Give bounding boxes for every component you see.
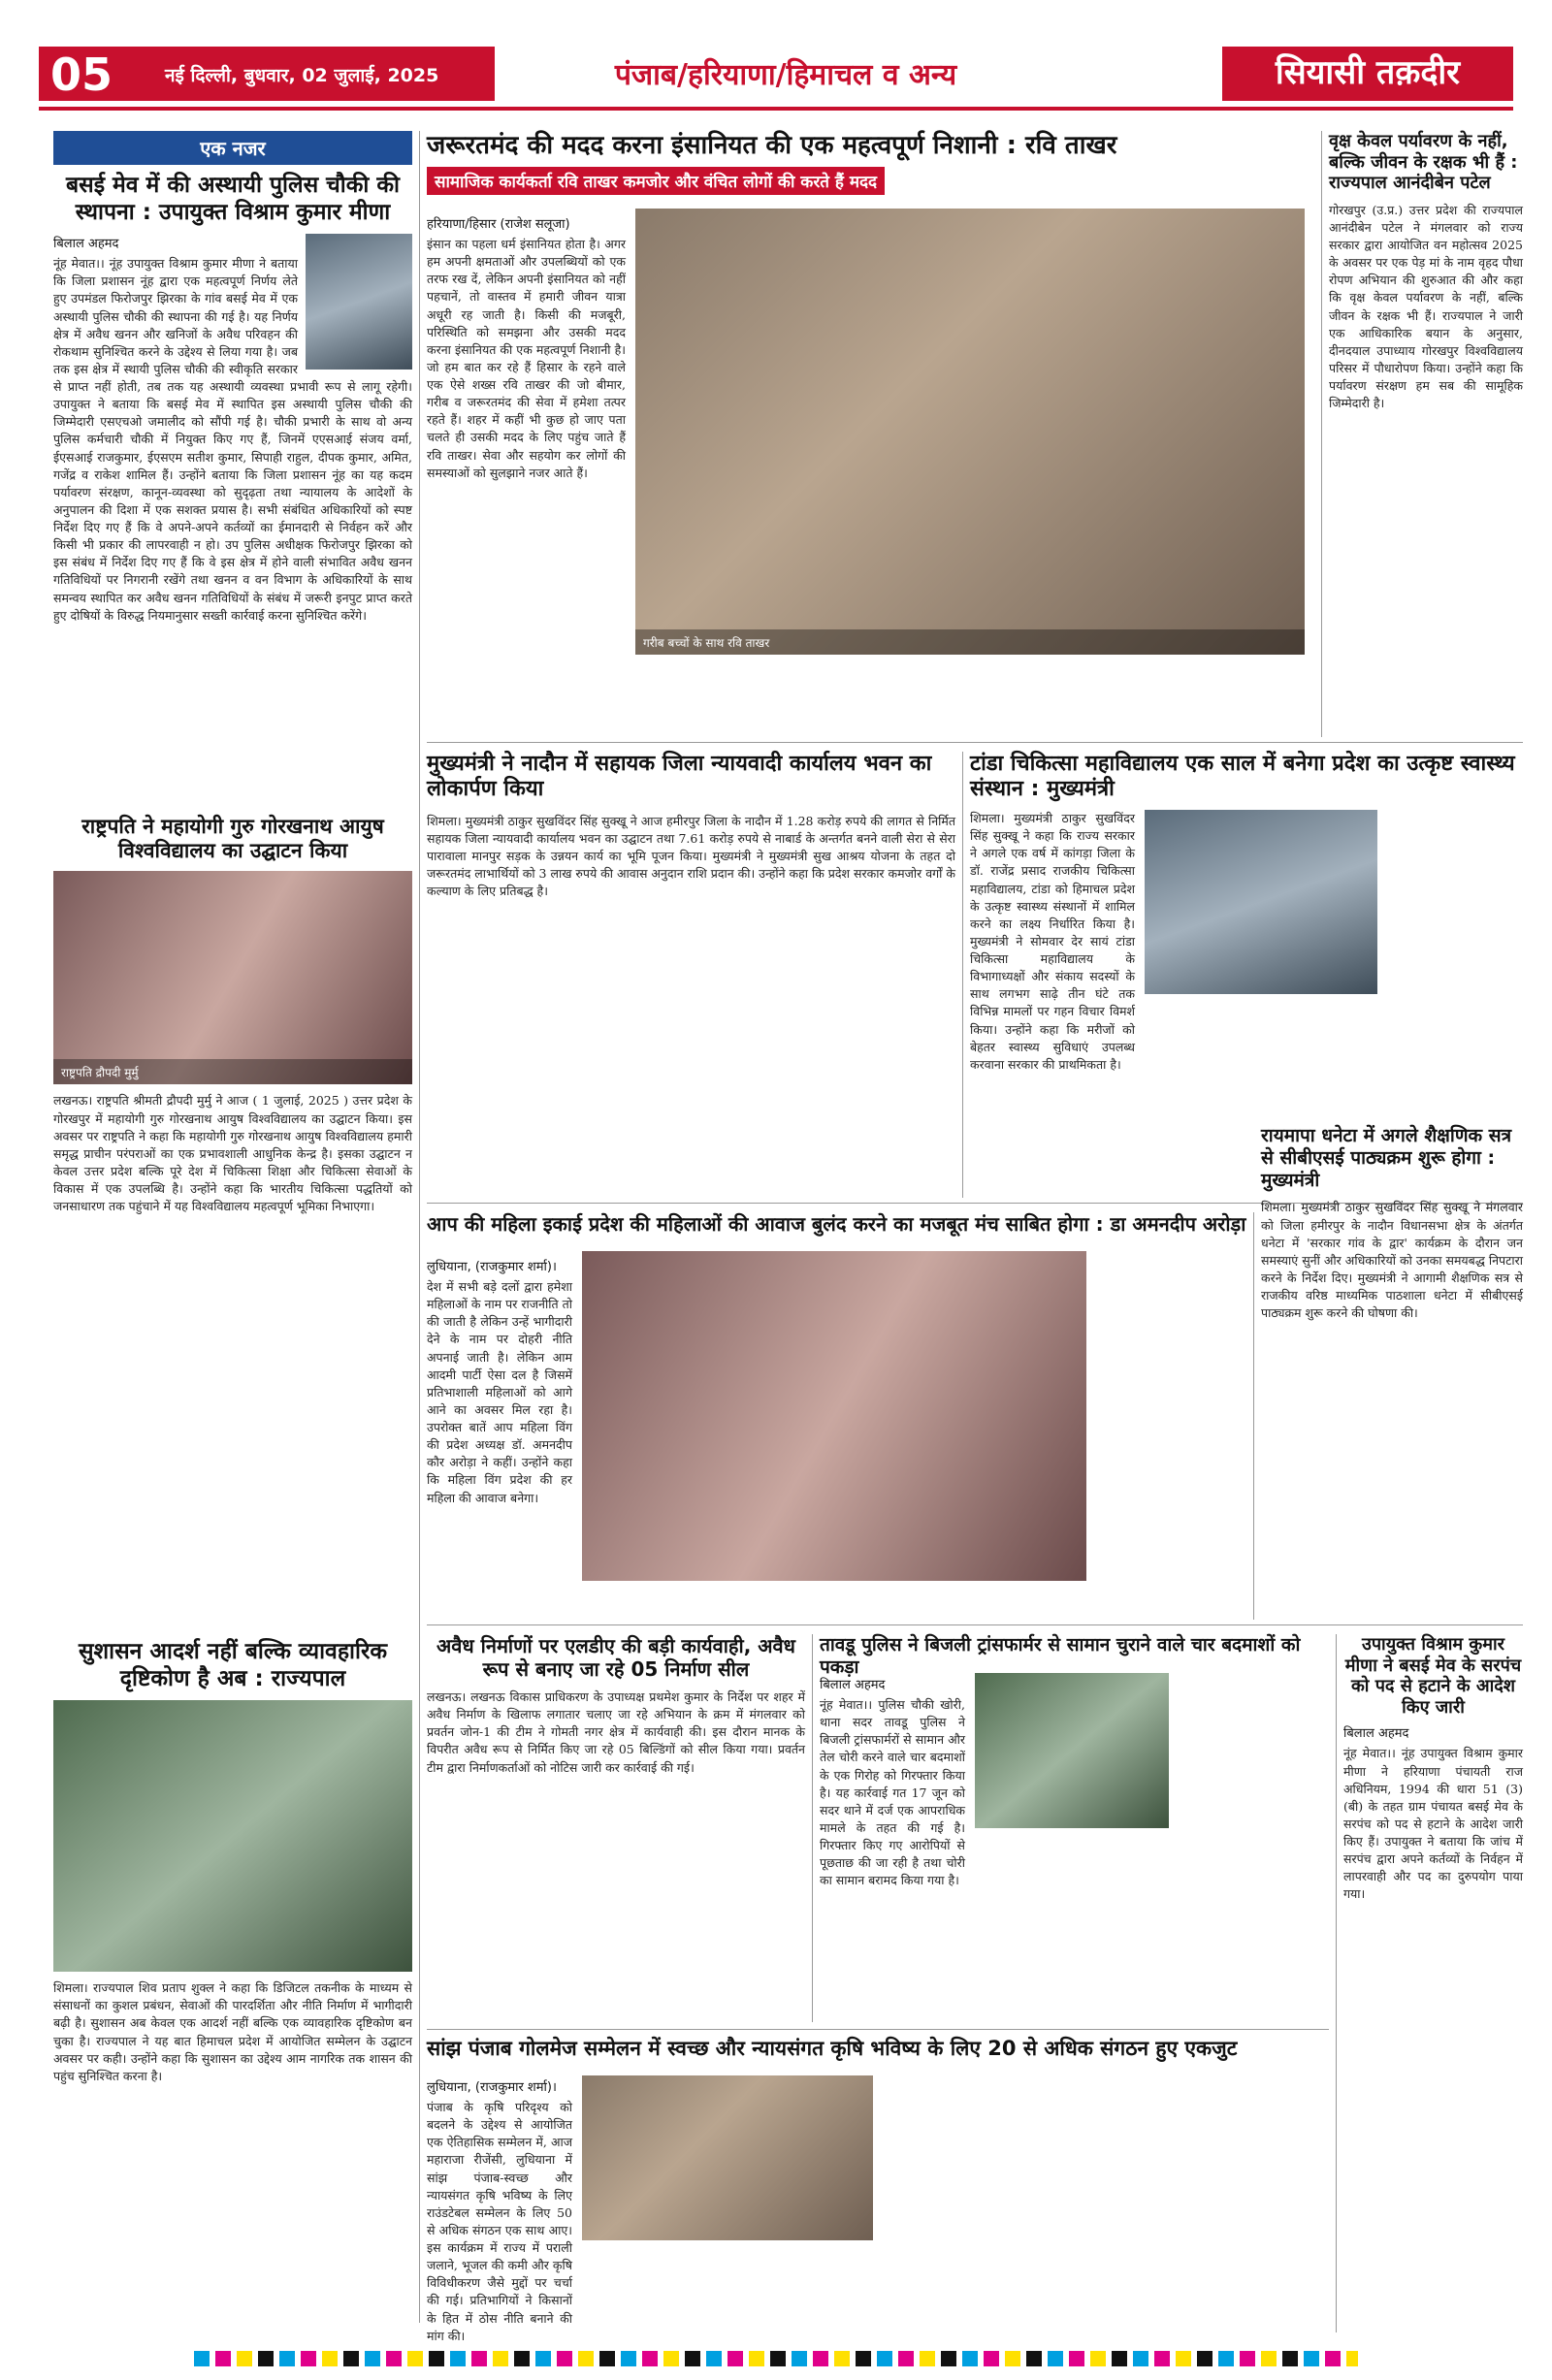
page-number: 05 — [50, 48, 113, 101]
section-rule — [427, 2029, 1329, 2030]
section-rule — [427, 742, 1523, 743]
headline: तावडू पुलिस ने बिजली ट्रांसफार्मर से सामान चुराने वाले चार बदमाशों को पकड़ा — [820, 1634, 1301, 1678]
article-ravi-takhar — [427, 131, 1314, 737]
article-body: नूंह मेवात।। नूंह उपायुक्त विश्राम कुमार मीणा ने बताया कि जिला प्रशासन नूंह द्वारा एक महत्वपूर्ण निर्णय लेते हुए उपमंडल फिरोजपुर झिरका के गांव बसई मेव में एक अस्थायी पुलिस चौकी की स्थापना की गई है। यह निर्णय क्षेत्र में अवैध खनन और खनिजों के अवैध परिवहन की रोकथाम सुनिश्चित करने के उद्देश्य से लिया गया है। जब तक इस क्षेत्र में स्थायी पुलिस चौकी की स्वीकृति सरकार से प्राप्त नहीं होती, तब तक यह अस्थायी व्यवस्था प्रभावी रूप से लागू रहेगी। उपायुक्त ने बताया कि बसई मेव में स्थापित इस अस्थायी पुलिस चौकी की जिम्मेदारी एसएचओ जमालीद को सौंपी गई है। चौकी प्रभारी के साथ वो अन्य पुलिस कर्मचारी चौकी में नियुक्त किए गए हैं, जिनमें एएसआई संजय वर्मा, ईएसआई राजकुमार, ईएसएम सतीश कुमार, सिपाही राहुल, दीपक कुमार, अमित, गजेंद्र व राकेश शामिल हैं। उन्होंने बताया कि जिला प्रशासन नूंह का यह कदम पर्यावरण संरक्षण, कानून-व्यवस्था को सुदृढ़ता तथा न्यायालय के आदेशों के अनुपालन की दिशा में एक सशक्त प्रयास है। सभी संबंधित अधिकारियों को स्पष्ट निर्देश दिए गए हैं कि वे अपने-अपने कर्तव्यों का ईमानदारी से निर्वहन करें और किसी भी प्रकार की लापरवाही न हो। उप पुलिस अधीक्षक फिरोजपुर झिरका को इस संबंध में निर्देश दिए गए हैं कि वे इस क्षेत्र में होने वाली संभावित अवैध खनन गतिविधियों पर निगरानी रखेंगे तथा खनन व वन विभाग के अधिकारियों के साथ समन्वय स्थापित कर अवैध खनन गतिविधियों के संबंध में जरूरी इनपुट प्राप्त करते हुए दोषियों के विरुद्ध नियमानुसार सख्ती कार्रवाई करना सुनिश्चित करेंगे। — [53, 256, 412, 623]
photo-arrested — [975, 1673, 1169, 1828]
column-divider — [419, 131, 420, 2323]
headline: बसई मेव में की अस्थायी पुलिस चौकी की स्थापना : उपायुक्त विश्राम कुमार मीणा — [66, 173, 400, 225]
headline: राष्ट्रपति ने महायोगी गुरु गोरखनाथ आयुष विश्वविद्यालय का उद्घाटन किया — [81, 815, 384, 863]
article-body: शिमला। मुख्यमंत्री ठाकुर सुखविंदर सिंह सुक्खू ने मंगलवार को जिला हमीरपुर के नादौन विधानसभा क्षेत्र के अंतर्गत धनेटा में 'सरकार गांव के द्वार' कार्यक्रम के दौरान जन समस्याएं सुनीं और अधिकारियों को उनका समयबद्ध निपटारा करने के निर्देश दिए। मुख्यमंत्री ने आगामी शैक्षणिक सत्र से राजकीय वरिष्ठ माध्यमिक पाठशाला धनेटा में सीबीएसई पाठ्यक्रम शुरू करने की घोषणा की। — [1261, 1200, 1523, 1321]
article-taoru-police — [820, 1634, 1329, 2022]
photo-president — [53, 871, 412, 1084]
article-governor-governance — [53, 1639, 412, 2328]
color-bar — [194, 2351, 1358, 2366]
photo-ravi-takhar — [635, 209, 1305, 655]
column-divider — [812, 1634, 813, 2022]
headline: सुशासन आदर्श नहीं बल्कि व्यावहारिक दृष्टिकोण है अब : राज्यपाल — [78, 1639, 388, 1691]
photo-official — [306, 234, 412, 370]
byline: लुधियाना, (राजकुमार शर्मा)। — [427, 1260, 557, 1274]
article-ayush-university — [53, 815, 412, 1629]
headline: मुख्यमंत्री ने नादौन में सहायक जिला न्यायवादी कार्यालय भवन का लोकार्पण किया — [427, 752, 932, 802]
headline: सांझ पंजाब गोलमेज सम्मेलन में स्वच्छ और न्यायसंगत कृषि भविष्य के लिए 20 से अधिक संगठन हुए एकजुट — [427, 2037, 1238, 2060]
article-basai-police-post — [53, 131, 412, 810]
section-rule — [427, 1624, 1523, 1625]
photo-governor — [53, 1700, 412, 1972]
article-body: इंसान का पहला धर्म इंसानियत होता है। अगर हम अपनी क्षमताओं और उपलब्धियों को एक तरफ रख दें, लेकिन अपनी इंसानियत को नहीं पहचानें, तो वास्तव में हमारी जीवन यात्रा अधूरी रह जाती है। किसी की मजबूरी, परिस्थिति को समझना और उसकी मदद करना इंसानियत की एक महत्वपूर्ण निशानी है। जो हम बात कर रहे हैं हिसार के रहने वाले एक ऐसे शख्स रवि ताखर की जो बीमार, गरीब व जरूरतमंद की सेवा में हमेशा तत्पर रहते हैं। शहर में कहीं भी कुछ हो जाए पता चलते ही उसकी मदद के लिए पहुंच जाते हैं रवि ताखर। सेवा और सहयोग कर लोगों की समस्याओं को सुलझाने नजर आते हैं। — [427, 237, 626, 480]
headline: जरूरतमंद की मदद करना इंसानियत की एक महत्वपूर्ण निशानी : रवि ताखर — [427, 131, 1117, 160]
article-body: शिमला। राज्यपाल शिव प्रताप शुक्ल ने कहा कि डिजिटल तकनीक के माध्यम से संसाधनों का कुशल प्रबंधन, सेवाओं की पारदर्शिता और नीति निर्माण में भागीदारी बढ़ी है। सुशासन अब केवल एक आदर्श नहीं बल्कि एक व्यावहारिक दृष्टिकोण बन चुका है। राज्यपाल ने यह बात हिमाचल प्रदेश में आयोजित सम्मेलन के उद्घाटन अवसर पर कही। उन्होंने कहा कि सुशासन का उद्देश्य आम नागरिक तक शासन की पहुंच सुनिश्चित करना है। — [53, 1980, 412, 2083]
headline: रायमापा धनेटा में अगले शैक्षणिक सत्र से सीबीएसई पाठ्यक्रम शुरू होगा : मुख्यमंत्री — [1261, 1125, 1512, 1191]
column-title: सियासी तक़दीर — [1222, 47, 1513, 101]
article-body: लखनऊ। लखनऊ विकास प्राधिकरण के उपाध्यक्ष प्रथमेश कुमार के निर्देश पर शहर में अवैध निर्माण के खिलाफ लगातार चलाए जा रहे अभियान के क्रम में मंगलवार को प्रवर्तन जोन-1 की टीम ने गोमती नगर क्षेत्र में कार्यवाही की। इस दौरान मानक के विपरीत अवैध रूप से निर्मित किए जा रहे 05 बिल्डिंगों को सील किया गया। प्रवर्तन टीम द्वारा निर्माणकर्ताओं को नोटिस जारी कर कार्रवाई की गई। — [427, 1689, 805, 1775]
headline: उपायुक्त विश्राम कुमार मीणा ने बसई मेव के सरपंच को पद से हटाने के आदेश किए जारी — [1344, 1634, 1522, 1718]
article-lda-sealing — [427, 1634, 805, 2022]
headline: वृक्ष केवल पर्यावरण के नहीं, बल्कि जीवन के रक्षक भी हैं : राज्यपाल आनंदीबेन पटेल — [1329, 131, 1518, 194]
photo-caption: गरीब बच्चों के साथ रवि ताखर — [635, 629, 1305, 655]
subheadline: सामाजिक कार्यकर्ता रवि ताखर कमजोर और वंचित लोगों की करते हैं मदद — [427, 167, 885, 195]
article-saanjh-punjab — [427, 2037, 1329, 2343]
headline: आप की महिला इकाई प्रदेश की महिलाओं की आवाज बुलंद करने का मजबूत मंच साबित होगा : डा अमनदीप अरोड़ा — [427, 1212, 1246, 1236]
photo-aap-women — [582, 1251, 1086, 1581]
column-divider — [1321, 131, 1322, 737]
column-divider — [962, 752, 963, 1198]
byline: बिलाल अहमद — [1343, 1726, 1409, 1742]
article-nadaun-office — [427, 752, 955, 1198]
headline: अवैध निर्माणों पर एलडीए की बड़ी कार्यवाही, अवैध रूप से बनाए जा रहे 05 निर्माण सील — [436, 1634, 795, 1681]
article-body: शिमला। मुख्यमंत्री ठाकुर सुखविंदर सिंह सुक्खू ने आज हमीरपुर जिला के नादौन में 1.28 करोड़ रुपये की लागत से निर्मित सहायक जिला न्यायवादी कार्यालय भवन का उद्घाटन तथा 7.61 करोड़ रुपये से नाबार्ड के अन्तर्गत बनने वाली सेरा से सेरा पारावाला मानपुर सड़क के उन्नयन कार्य का भूमि पूजन किया। मुख्यमंत्री ने मुख्यमंत्री सुख आश्रय योजना के तहत दो जरूरतमंद लाभार्थियों को 3 लाख रुपये की आवास अनुदान राशि प्रदान की। उन्होंने कहा कि प्रदेश सरकार कमजोर वर्गों के कल्याण के लिए प्रतिबद्ध है। — [427, 813, 955, 899]
article-dhaneta-cbse — [1261, 1125, 1523, 1620]
byline: हरियाणा/हिसार (राजेश सलूजा) — [427, 217, 570, 232]
column-divider — [1336, 1634, 1337, 2332]
article-sarpanch-removal — [1343, 1634, 1523, 2332]
article-body: शिमला। मुख्यमंत्री ठाकुर सुखविंदर सिंह सुक्खू ने कहा कि राज्य सरकार ने अगले एक वर्ष में कांगड़ा जिला के डॉ. राजेंद्र प्रसाद राजकीय चिकित्सा महाविद्यालय, टांडा को हिमाचल प्रदेश के उत्कृष्ट स्वास्थ्य संस्थानों में शामिल करने का लक्ष्य निर्धारित किया है। मुख्यमंत्री ने सोमवार देर सायं टांडा चिकित्सा महाविद्यालय के विभागाध्यक्षों और संकाय सदस्यों के साथ लगभग साढ़े तीन घंटे तक विभिन्न मामलों पर गहन विचार विमर्श किया। उन्होंने कहा कि मरीजों को बेहतर स्वास्थ्य सुविधाएं उपलब्ध करवाना सरकार की प्राथमिकता है। — [970, 811, 1135, 1072]
article-body: नूंह मेवात।। नूंह उपायुक्त विश्राम कुमार मीणा ने हरियाणा पंचायती राज अधिनियम, 1994 की धारा 51 (3) (बी) के तहत ग्राम पंचायत बसई मेव के सरपंच को पद से हटाने के आदेश जारी किए हैं। उपायुक्त ने बताया कि जांच में सरपंच द्वारा अपने कर्तव्यों के निर्वहन में लापरवाही और पद का दुरुपयोग पाया गया। — [1343, 1746, 1523, 1902]
byline: लुधियाना, (राजकुमार शर्मा)। — [427, 2080, 557, 2095]
article-body: देश में सभी बड़े दलों द्वारा हमेशा महिलाओं के नाम पर राजनीति तो की जाती है लेकिन उन्हें भागीदारी देने के नाम पर दोहरी नीति अपनाई जाती है। लेकिन आम आदमी पार्टी ऐसा दल है जिसमें प्रतिभाशाली महिलाओं को आगे आने का अवसर मिल रहा है। उपरोक्त बातें आप महिला विंग की प्रदेश अध्यक्ष डॉ. अमनदीप कौर अरोड़ा ने कहीं। उन्होंने कहा कि महिला विंग प्रदेश की हर महिला की आवाज बनेगा। — [427, 1279, 572, 1505]
byline: बिलाल अहमद — [820, 1678, 886, 1692]
registration-marks — [0, 2337, 1552, 2380]
byline: बिलाल अहमद — [53, 237, 119, 252]
ek-nazar-label: एक नजर — [53, 131, 412, 165]
article-aap-women-wing — [427, 1212, 1246, 1620]
photo-cm-lamp — [1145, 810, 1377, 994]
masthead — [0, 0, 1552, 136]
section-title: पंजाब/हरियाणा/हिमाचल व अन्य — [614, 58, 957, 92]
article-body: नूंह मेवात।। पुलिस चौकी खोरी, थाना सदर तावडू पुलिस ने बिजली ट्रांसफार्मरों से सामान और तेल चोरी करने वाले चार बदमाशों के एक गिरोह को गिरफ्तार किया है। यह कार्रवाई गत 17 जून को सदर थाने में दर्ज एक आपराधिक मामले के तहत की गई है। गिरफ्तार किए गए आरोपियों से पूछताछ की जा रही है तथा चोरी का सामान बरामद किया गया है। — [820, 1697, 965, 1888]
article-body: लखनऊ। राष्ट्रपति श्रीमती द्रौपदी मुर्मु ने आज ( 1 जुलाई, 2025 ) उत्तर प्रदेश के गोरखपुर में महायोगी गुरु गोरखनाथ आयुष विश्वविद्यालय का उद्घाटन किया। इस अवसर पर राष्ट्रपति ने कहा कि महायोगी गुरु गोरखनाथ आयुष विश्वविद्यालय हमारी समृद्ध प्राचीन परंपराओं का एक प्रभावशाली आधुनिक केन्द्र है। इसका उद्घाटन न केवल उत्तर प्रदेश बल्कि पूरे देश में चिकित्सा शिक्षा और चिकित्सा सेवाओं के विकास में एक उपलब्धि है। उन्होंने कहा कि भारतीय चिकित्सा पद्धतियों को जनसाधारण तक पहुंचाने में यह विश्वविद्यालय महत्वपूर्ण भूमिका निभाएगा। — [53, 1093, 412, 1214]
article-anandiben-patel — [1329, 131, 1523, 737]
photo-round-table — [582, 2075, 873, 2240]
article-body: गोरखपुर (उ.प्र.) उत्तर प्रदेश की राज्यपाल आनंदीबेन पटेल ने मंगलवार को राज्य सरकार द्वारा आयोजित वन महोत्सव 2025 के अवसर पर एक पेड़ मां के नाम वृहद पौधा रोपण अभियान की शुरुआत की और कहा कि वृक्ष केवल पर्यावरण के नहीं, बल्कि जीवन के रक्षक भी हैं। राज्यपाल ने जारी एक आधिकारिक बयान के अनुसार, दीनदयाल उपाध्याय गोरखपुर विश्वविद्यालय परिसर में पौधारोपण किया। उन्होंने कहा कि पर्यावरण संरक्षण हम सब की सामूहिक जिम्मेदारी है। — [1329, 202, 1523, 411]
masthead-left-band — [39, 47, 495, 101]
photo-caption: राष्ट्रपति द्रौपदी मुर्मु — [53, 1059, 412, 1084]
article-body: पंजाब के कृषि परिदृश्य को बदलने के उद्देश्य से आयोजित एक ऐतिहासिक सम्मेलन में, आज महाराजा रीजेंसी, लुधियाना में सांझ पंजाब-स्वच्छ और न्यायसंगत कृषि भविष्य के लिए राउंडटेबल सम्मेलन के लिए 50 से अधिक संगठन एक साथ आए। इस कार्यक्रम में राज्य में पराली जलाने, भूजल की कमी और कृषि विविधीकरण जैसे मुद्दों पर चर्चा की गई। प्रतिभागियों ने किसानों के हित में ठोस नीति बनाने की मांग की। — [427, 2100, 572, 2343]
issue-date: नई दिल्ली, बुधवार, 02 जुलाई, 2025 — [165, 65, 439, 86]
column-divider — [1253, 1212, 1254, 1620]
headline: टांडा चिकित्सा महाविद्यालय एक साल में बनेगा प्रदेश का उत्कृष्ट स्वास्थ्य संस्थान : मुख्यमंत्री — [970, 752, 1515, 802]
masthead-rule — [39, 107, 1513, 111]
